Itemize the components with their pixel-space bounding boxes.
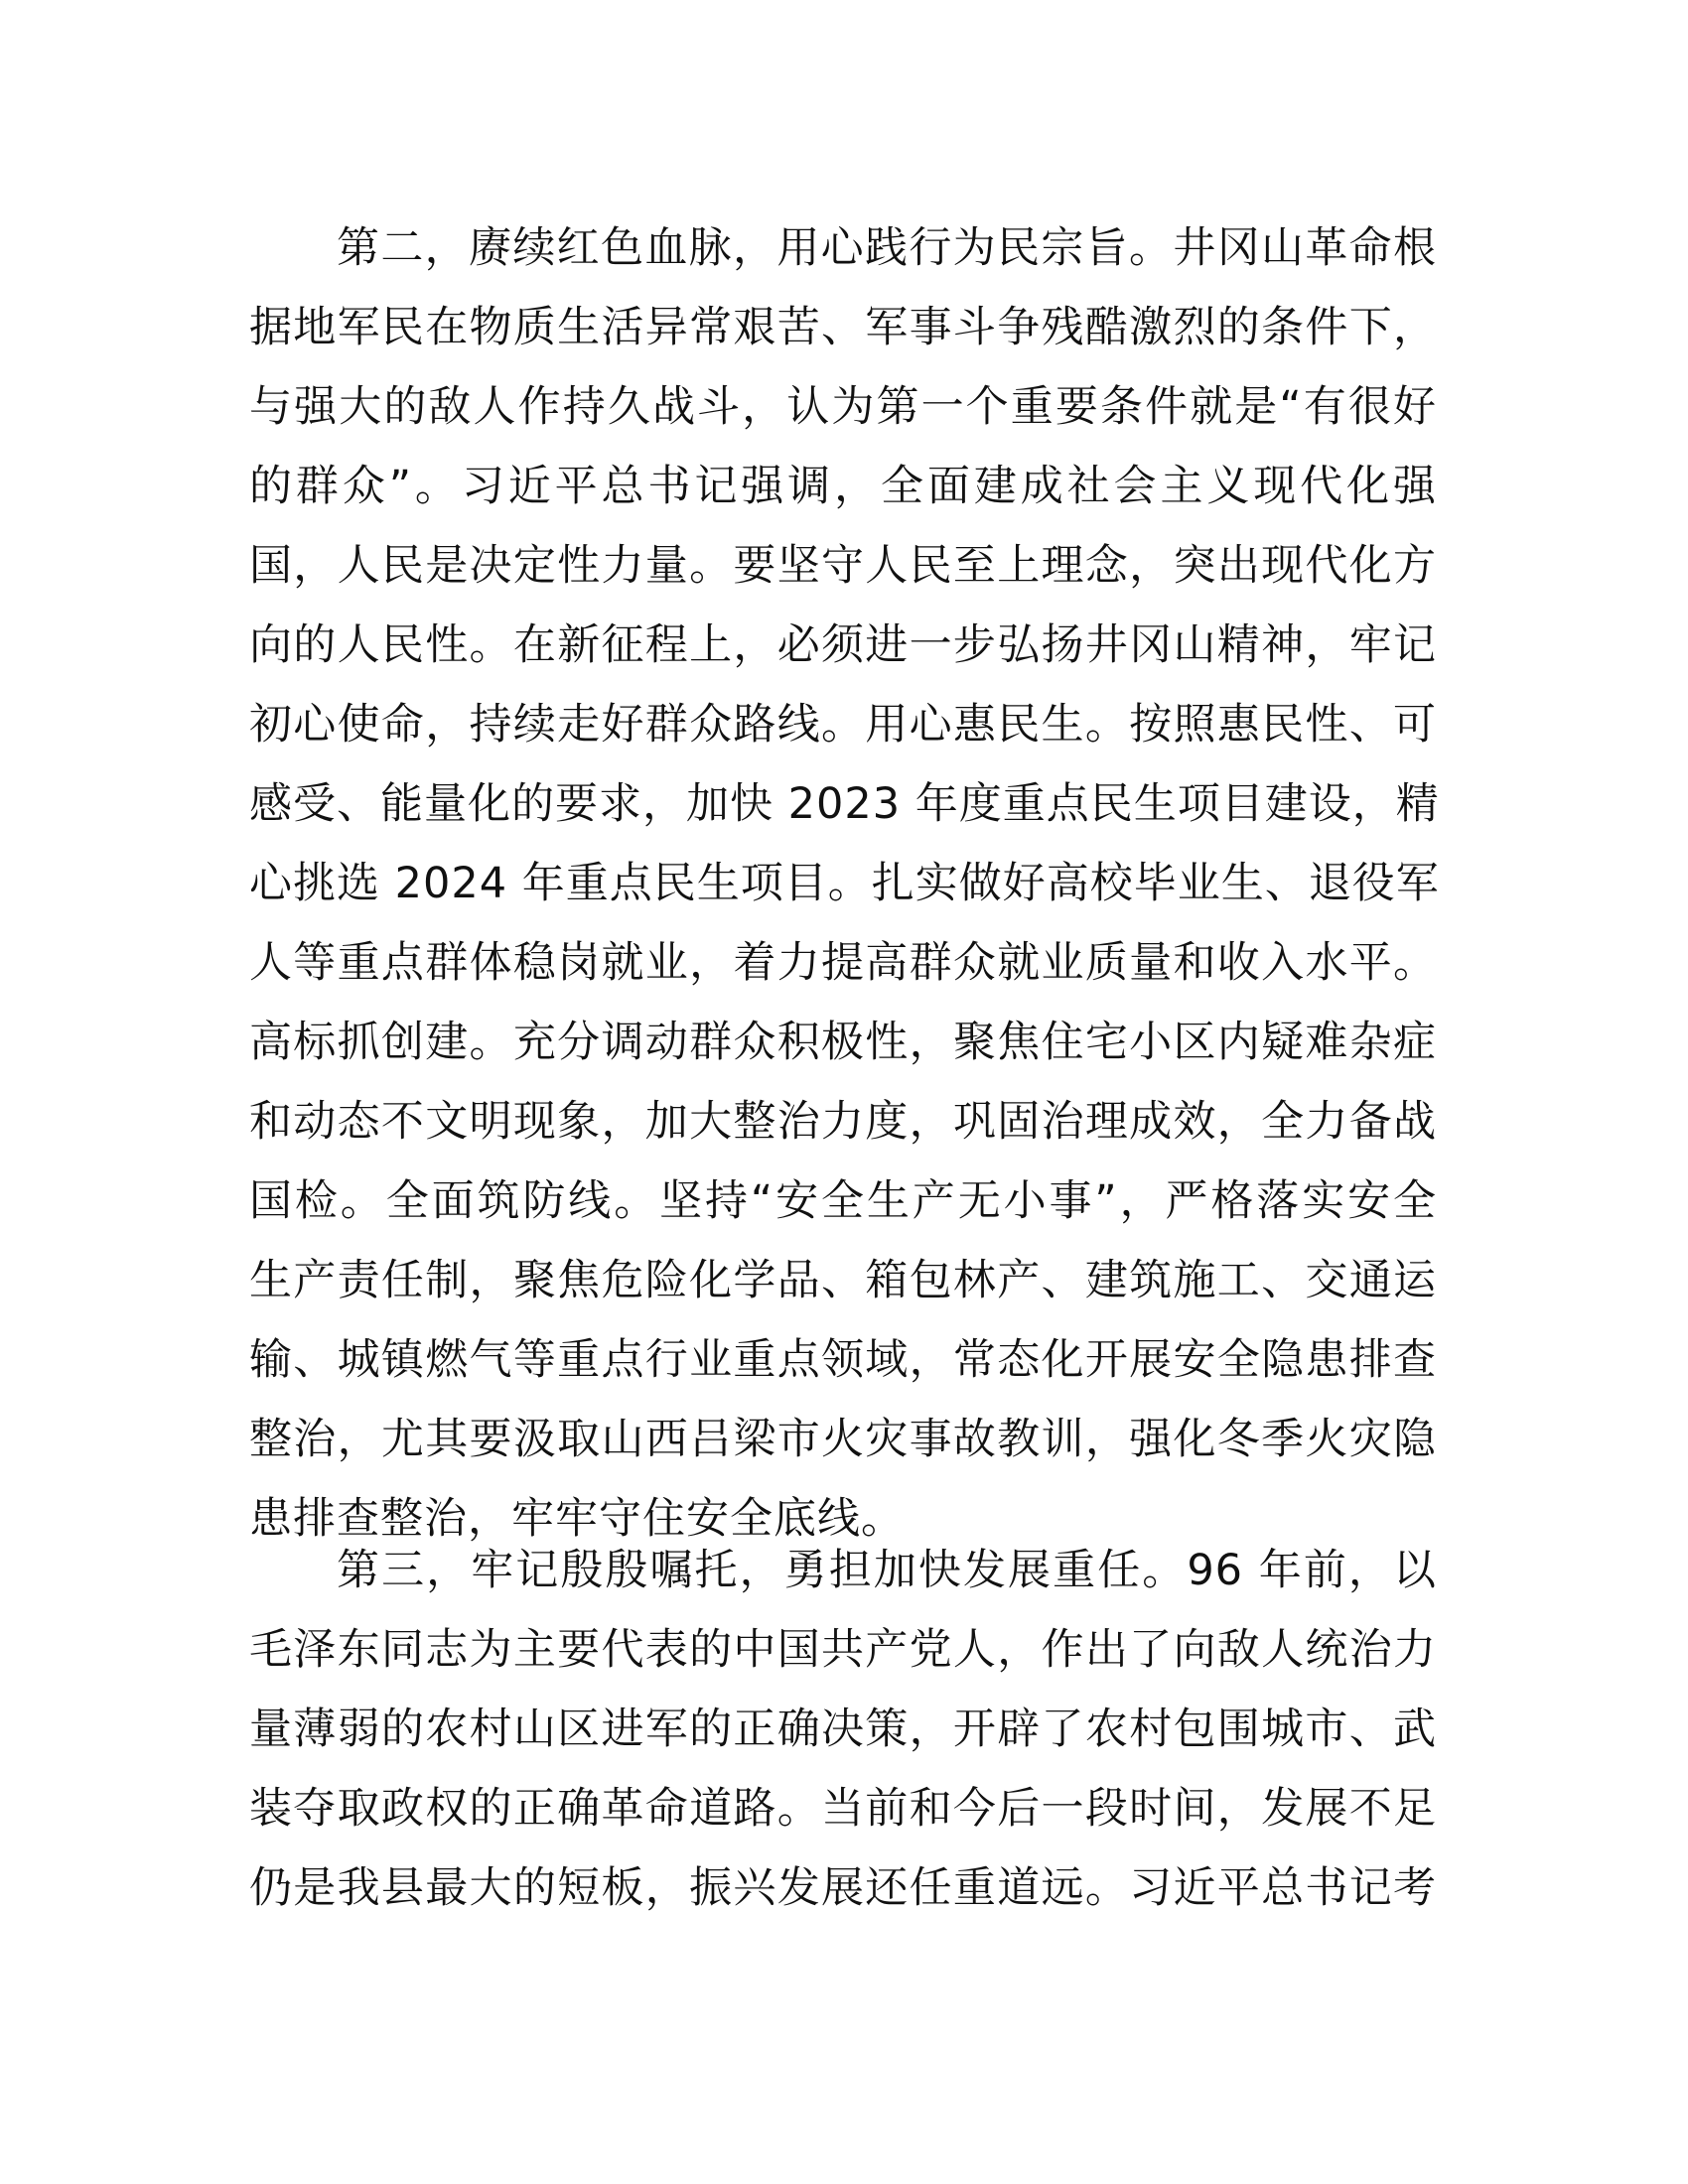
- paragraph-line: 第二，赓续红色血脉，用心践行为民宗旨。井冈山革命根: [337, 223, 1437, 273]
- paragraph-line: 与强大的敌人作持久战斗，认为第一个重要条件就是“有很好: [249, 382, 1437, 432]
- paragraph-line: 和动态不文明现象，加大整治力度，巩固治理成效，全力备战: [249, 1097, 1437, 1147]
- paragraph-2: [249, 208, 1440, 1559]
- paragraph-line: 生产责任制，聚焦危险化学品、箱包林产、建筑施工、交通运: [249, 1256, 1437, 1305]
- paragraph-line: 初心使命，持续走好群众路线。用心惠民生。按照惠民性、可: [249, 700, 1437, 750]
- paragraph-3: [249, 1531, 1437, 1928]
- paragraph-line: 量薄弱的农村山区进军的正确决策，开辟了农村包围城市、武: [249, 1705, 1437, 1754]
- paragraph-line: 国检。全面筑防线。坚持“安全生产无小事”，严格落实安全: [249, 1176, 1437, 1226]
- paragraph-line: 患排查整治，牢牢守住安全底线。: [249, 1494, 905, 1544]
- paragraph-line: 国，人民是决定性力量。要坚守人民至上理念，突出现代化方: [249, 541, 1437, 591]
- paragraph-line: 第三，牢记殷殷嘱托，勇担加快发展重任。96 年前，以: [337, 1546, 1437, 1595]
- paragraph-line: 心挑选 2024 年重点民生项目。扎实做好高校毕业生、退役军: [249, 859, 1440, 908]
- paragraph-line: 向的人民性。在新征程上，必须进一步弘扬井冈山精神，牢记: [249, 620, 1437, 670]
- paragraph-line: 人等重点群体稳岗就业，着力提高群众就业质量和收入水平。: [249, 938, 1437, 988]
- paragraph-line: 仍是我县最大的短板，振兴发展还任重道远。习近平总书记考: [249, 1863, 1437, 1913]
- paragraph-line: 毛泽东同志为主要代表的中国共产党人，作出了向敌人统治力: [249, 1625, 1437, 1675]
- paragraph-line: 整治，尤其要汲取山西吕梁市火灾事故教训，强化冬季火灾隐: [249, 1415, 1437, 1464]
- paragraph-line: 装夺取政权的正确革命道路。当前和今后一段时间，发展不足: [249, 1784, 1437, 1834]
- paragraph-line: 的群众”。习近平总书记强调，全面建成社会主义现代化强: [249, 462, 1437, 511]
- paragraph-line: 输、城镇燃气等重点行业重点领域，常态化开展安全隐患排查: [249, 1335, 1437, 1385]
- paragraph-line: 据地军民在物质生活异常艰苦、军事斗争残酷激烈的条件下，: [249, 303, 1437, 352]
- paragraph-line: 高标抓创建。充分调动群众积极性，聚焦住宅小区内疑难杂症: [249, 1018, 1437, 1067]
- paragraph-line: 感受、能量化的要求，加快 2023 年度重点民生项目建设，精: [249, 779, 1440, 829]
